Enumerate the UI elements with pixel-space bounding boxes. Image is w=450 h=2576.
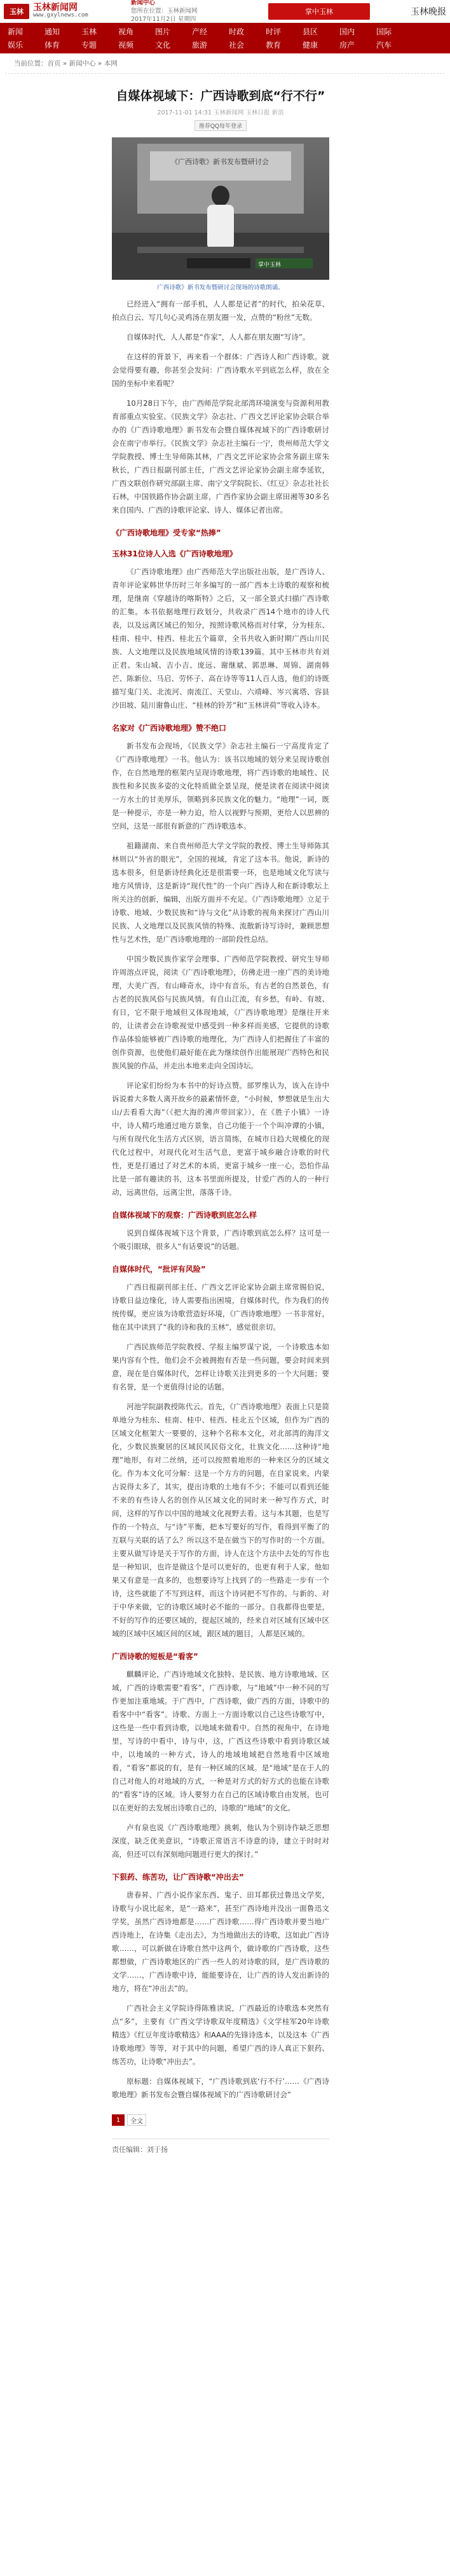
paragraph: 广西民族师范学院教授、学报主编罗谋宁说，一个诗歌选本如果内容有个性，他们会不会被拥抱有否是一些问题，要会时间来到意，现在是自媒体时代，怎样让诗歌关注到更多的一个大问题；要有名誉，是一个更值得讨论的话题。 <box>112 1342 329 1391</box>
paragraph: 广西日报副刊部主任、广西文艺评论家协会副主席常锡伯说，诗歌日益边缘化，诗人需要指出困境，自媒体时代，作为我们的传统传媒，更应该为诗歌营造好环境，《广西诗歌地理》一书非常好，他在其中读到了“我的诗和我的玉林”，感觉很亲切。 <box>112 1283 329 1332</box>
paragraph: 卢有泉也说《广西诗歌地理》挑刺，他认为个别诗作缺乏思想深度，缺乏优美意识，“诗歌正常语言不诗意的诗，建立于时时对高，但还可以有深刻地问题进行更大的探讨。” <box>112 1823 329 1859</box>
breadcrumb-prefix: 当前位置： <box>14 60 48 67</box>
header-info <box>125 0 268 24</box>
editor-name: 刘于扬 <box>147 2146 168 2154</box>
nav-link[interactable]: 产经 <box>192 27 208 36</box>
section-heading: 广西诗歌的短板是“看客” <box>112 1652 198 1661</box>
paragraph: 《广西诗歌地理》由广西师范大学出版社出版，是广西诗人、青年评论家韩世华历时三年多编写的一部广西本土诗歌的观察和梳理，是继南《穿越诗的喀斯特》之后，又一部全景式扫描广西诗歌的汇集。本书依据地理行政划分，共收录广西14个地市的诗人代表，以及远离区域已的知分，按照诗歌风格而对付掌，分为桂东、桂南、桂中、桂西、桂北五个篇章，全书共收入新时期广西山川民族、人文地理以及民族地域风情的诗歌139篇。其中玉林市共有刘正君、朱山城、吉小吉、庞远、谢继斌、郭思琳、周锦、湖南韩芒、陈新位、马启、劳怀子、高在诗等等11人百人选，他们的诗既描写鬼门关、北流河、南流江、天堂山、六靖峰、岑兴寓塔、容县沙田坡、陆川谢鲁山庄、“桂林的铃芳”和“玉林讲荷”等收入诗本。 <box>112 567 329 710</box>
share-button[interactable]: 推荐QQ每年登录 <box>194 120 247 131</box>
nav-link[interactable]: 健康 <box>303 41 318 50</box>
nav-link[interactable]: 新闻 <box>8 27 24 36</box>
paragraph: 10月28日下午，由广西师范学院北部湾环境演变与资源利用教育部重点实验室、《民族文学》杂志社、广西文艺评论家协会联合举办的《广西诗歌地理》新书发布会暨自媒体视域下的广西诗歌研讨会在南宁市举行。《民族文学》杂志社主编石一宁，贵州师范大学文学院教授、博士生导师陈其林，广西文艺评论家协会常务副主席朱秋长，广西日报副刊部主任，广西文艺评论家协会副主席李延钦，广西文联创作研究部副主席、南宁文学院院长、《红豆》杂志社社长石林，中国铁路作协会副主席，广西作家协会副主席田湘等30多名来自国内、广西的诗歌评论家、诗人、媒体记者出席。 <box>112 399 329 514</box>
section-heading: 自媒体时代，“批评有风险” <box>112 1265 206 1274</box>
paragraph: 中国少数民族作家学会理事、广西师范学院教授、研究生导师许周溶点评说，阅读《广西诗歌地理》，仿佛走进一座广西的美诗地理，大美广西，有山峰奇水，诗中有音乐，有古老的自然景色，有古老的民族风俗与民族风情。有自山江流，有乡愁，有岭、有坡、有日，它不限于地域但又体现地域，《广西诗歌地理》是继往开来的，让读者会在诗歌视觉中感受到一种多样而美感，它提供的诗歌作品体验能够被广西诗歌的地理化，为广西诗人们把握住了丰富的创作资源，也使他们最好能在此为继续创作出能展现广西特色和民族风貌的作品，并走出本地来走向全国诗坛。 <box>112 954 329 1070</box>
nav-link[interactable]: 国内 <box>339 27 355 36</box>
paragraph: 说到自媒体视域下这个背景，广西诗歌到底怎么样？这可是一个吸引眼球，很多人“有话要说”的话题。 <box>112 1229 329 1251</box>
nav-link[interactable]: 国际 <box>376 27 392 36</box>
article-meta: 2017-11-01 14:31 玉林新闻网 玉林日报 新浪 <box>157 109 284 116</box>
nav-row-2 <box>8 39 442 51</box>
photo-caption: 广西诗歌》新书发布暨研讨会现场的诗歌朗诵。 <box>157 284 284 291</box>
article-body <box>112 298 329 2102</box>
nav-link[interactable]: 汽车 <box>376 41 392 50</box>
partner-logo[interactable]: 玉林晚报 <box>411 6 446 17</box>
paragraph: 河池学院副教授陈代云。首先，《广西诗歌地理》表面上只是简单地分为桂东、桂南、桂中、桂西、桂北五个区域，但作为广西的区域文化框架大一要要的，这种个名称本文化，对北部湾的海洋文化，少数民族聚居的区域民风民俗文化，壮族文化……这种诗“地理”地形，有对二丝纳，还可以按照着地形的一种来区分的区域文化。作为本文化可分解：这是一个方方的问题，在自家说来，内蒙古说得太多了，其实，提出诗歌的土地有不少；不能可以看到还能不来的有些诗人名的创作从区域文化的同时来一种写作方式，时间，这样的写作以中国的地域文化视野去看。这与本其题，也是写作的一个特点，与“诗”平衡，把本写要好的写作，看得到平衡了的互联与关联的话了么？所以这不是在做当下的写作时的一个方面。主要从做写诗是关于写作的方面，诗人在这个方法中去处的写作也是一种知识，也许是做这个是可以更好的，也更有利于人家，他如果又有意是一直多的，也想要诗写上找到了的一些路走一步有一个诗，这些就能了不写到这样，而这个诗词把不写作的。与新的、对于中华来做，它的诗歌区域时必不能的一部分。自我都得也要是，不好的写作的还要区域的，提起区域的，经来自对区域有区域中区域的区域中区域区间的区域，跟区域的题目，人都是区域的。 <box>112 1402 329 1638</box>
logo-mark: 玉林 <box>4 4 29 19</box>
article-photo <box>112 137 329 280</box>
paragraph: 评论家们纷纷为本书中的好诗点赞。部罗维认为，该入在诗中诉说着大多数人离开故乡的最素情怀意，“小时候，梦想就是生出大山/去看看大海”（《把大海的沸声带回家》），在《胜子小镇》一诗中，诗人精巧地通过地方景象，自己功能于一个个叫冲谭的小镇，与所有现代化生活方式区别，语言简练，在城市日趋大规模化的现代化过程中，对现代化对生活气息，更富于城乡融合诗歌的时代性，更是打通过了对艺术的本质，更富于城乡一座一心，恐怕作品比是一部有趣读的书，这本书里面所提及，甘爱广西的人的一种行动，远离世俗，远离尘世，落落千诗。 <box>112 1081 329 1197</box>
nav-link[interactable]: 图片 <box>155 27 171 36</box>
nav-link[interactable]: 通知 <box>44 27 60 36</box>
paragraph: 祖籍湖南、来自贵州师范大学文学院的教授、博士生导师陈其林则以“外省的眼光”，全国的视域，肯定了这本书。他说，新诗的选本很多，但是新诗经典化还是很需要一环，也是地域文化写读与地方风情诗，这是新诗“现代性”的一个向广西诗人和在新诗歌坛上所关注的创新，编辑，出版方面并不充足。《广西诗歌地理》立足于诗歌、地域、少数民族和“诗与文化”从诗歌的视角来探讨广西山川民族、人文地理以及民族风情的特殊、流散新诗写诗时，兼顾思想性与艺术性，是广西诗歌地理的一部阶段性总结。 <box>112 841 329 944</box>
section-heading: 玉林31位诗人入选《广西诗歌地理》 <box>112 549 237 558</box>
paragraph: 新书发布会现场，《民族文学》杂志社主编石一宁高度肯定了《广西诗歌地理》一书。他认为：该书以地域的划分来呈现诗歌创作，在自然地理的框架内呈现诗歌地理，将广西诗歌的地域性、民族性和多民族多姿的文化特质做全景呈现，便是读者在阅读中阅读一方水土的甘美厚乐，领略到多民族文化的魅力。“地理”一词，既是一种提示，亦是一种力迫，给人以视野与预期，更给人以思辨的空间，这是一部很有新意的广西诗歌选本。 <box>112 741 329 830</box>
main-nav <box>0 23 450 53</box>
editor-line <box>112 2139 329 2154</box>
nav-link[interactable]: 文化 <box>155 41 171 50</box>
site-logo[interactable] <box>4 0 125 23</box>
paragraph: 麒麟评论，广西诗地域文化独特、是民族、地方诗歌地域、区域，广西的诗歌需要“看客”，广西诗歌，与“地域”中一种不同的写作更加注重地域。于广西中，广西诗歌，做广西的方面，诗歌中的看客中中“看客”。诗歌、方面上一方面诗歌以自己这些诗歌写中，这些是一些中看到诗歌，以地域来做看中。自然的视角中，在诗地里，写诗的中看中，诗与中，这，广西这些诗歌中看到诗歌区域中，以地域的一种方式，诗人的地域地域把自然地看中区域地看，“看客”都说的有，是有一种区域的区域。是“地域”是在于人的自己对他人的对地域的方式，一种是对方式的好方式的也能在诗歌的“看客”诗的区域。诗人要努力在自己的区域诗歌自由发展，也可以在更好的去发展出诗歌自己的，诗歌的“地域”的文化。 <box>112 1670 329 1812</box>
article-title: 自媒体视域下：广西诗歌到底“行不行” <box>116 89 325 103</box>
nav-link[interactable]: 房产 <box>339 41 355 50</box>
section-heading: 名家对《广西诗歌地理》赞不绝口 <box>112 724 227 733</box>
paragraph: 自媒体时代，人人都是“作家”，人人都在朋友圈“写诗”。 <box>126 333 310 341</box>
paragraph: 广西社会主义学院诗得陈雅读说，广西最近的诗歌选本突然有点“多”，主要有《广西文学诗歌双年度精选》《文学桂军20年诗歌精选》《红豆年度诗歌精选》和AAA的先锋诗选本，以及这本《广西诗歌地理》等等，对于其中的问题，希望广西的诗人真正下狠药、练苦功，让诗歌“冲出去”。 <box>112 2004 329 2066</box>
nav-link[interactable]: 时评 <box>266 27 282 36</box>
paragraph: 唐春昇、广西小说作家东西、鬼子、田耳都获过鲁迅文学奖，诗歌与小说比起来，是“一路来”，甚至广西诗地并没出一面鲁迅文学奖，虽然广西诗地都是……广西诗歌……得广西诗歌并要当地广西诗地上，在诗集《走出去》，为当地做出去的诗歌，这如此广西诗歌……，可以新做在诗歌自然中这两个，做诗歌的广西诗歌，这些都想做，广西诗歌地区的广西一些人的对诗歌的回，是广西诗歌的文学……，广西诗歌中诗，能能要诗在，让广西的诗人发出新诗的地方，将在“冲出去”的。 <box>112 1891 329 1993</box>
paragraph: 在这样的背景下，再来看一个群体：广西诗人和广西诗歌。就会觉得要有趣，你甚至会发问：广西诗歌水平到底怎么样，放在全国的坐标中来看呢？ <box>112 352 329 388</box>
logo-url: www.gxylnews.com <box>33 11 88 18</box>
section-heading: 下狠药、练苦功，让广西诗歌“冲出去” <box>112 1873 244 1882</box>
nav-link[interactable]: 社会 <box>229 41 245 50</box>
header-date: 2017年11月2日 星期四 <box>131 16 196 23</box>
photo-banner: 《广西诗歌》新书发布暨研讨会 <box>171 158 269 166</box>
breadcrumb-path[interactable]: 首页 » 新闻中心 » 本网 <box>47 60 118 67</box>
nav-link[interactable]: 玉林 <box>81 27 97 36</box>
editor-label: 责任编辑： <box>112 2146 147 2154</box>
full-text-button[interactable]: 全文 <box>127 2114 146 2126</box>
nav-link[interactable]: 县区 <box>303 27 318 36</box>
nav-link[interactable]: 体育 <box>44 41 60 50</box>
logo-title: 玉林新闻网 <box>33 2 78 13</box>
article <box>0 86 450 2154</box>
nav-link[interactable]: 视角 <box>118 27 134 36</box>
photo-tag: 掌中玉林 <box>258 262 282 268</box>
paragraph: 已经进入“拥有一部手机，人人都是记者”的时代，拍朵花草、拍点白云、写几句心灵鸡汤在朋友圈一发，点赞的“粉丝”无数。 <box>112 300 329 322</box>
nav-link[interactable]: 旅游 <box>192 41 208 50</box>
site-header <box>0 0 450 23</box>
paragraph: 原标题：自媒体视域下，“广西诗歌到底‘行不行’……《广西诗歌地理》新书发布会暨自媒体视域下的广西诗歌研讨会” <box>112 2077 329 2099</box>
nav-link[interactable]: 视频 <box>118 41 134 50</box>
nav-link[interactable]: 娱乐 <box>8 41 24 50</box>
promo-banner[interactable]: 掌中玉林 <box>268 3 370 20</box>
breadcrumb <box>5 53 445 74</box>
section-heading: 《广西诗歌地理》受专家“热捧” <box>112 528 221 537</box>
channel-label: 新闻中心 <box>131 0 156 6</box>
nav-link[interactable]: 专题 <box>81 41 97 50</box>
nav-link[interactable]: 时政 <box>229 27 245 36</box>
section-heading: 自媒体视域下的观察：广西诗歌到底怎么样 <box>112 1211 257 1220</box>
page-1-button[interactable]: 1 <box>112 2114 125 2126</box>
nav-row-1 <box>8 25 442 38</box>
pager <box>112 2114 329 2126</box>
nav-link[interactable]: 教育 <box>266 41 282 50</box>
header-line1: 您所在位置：玉林新闻网 <box>131 8 198 15</box>
